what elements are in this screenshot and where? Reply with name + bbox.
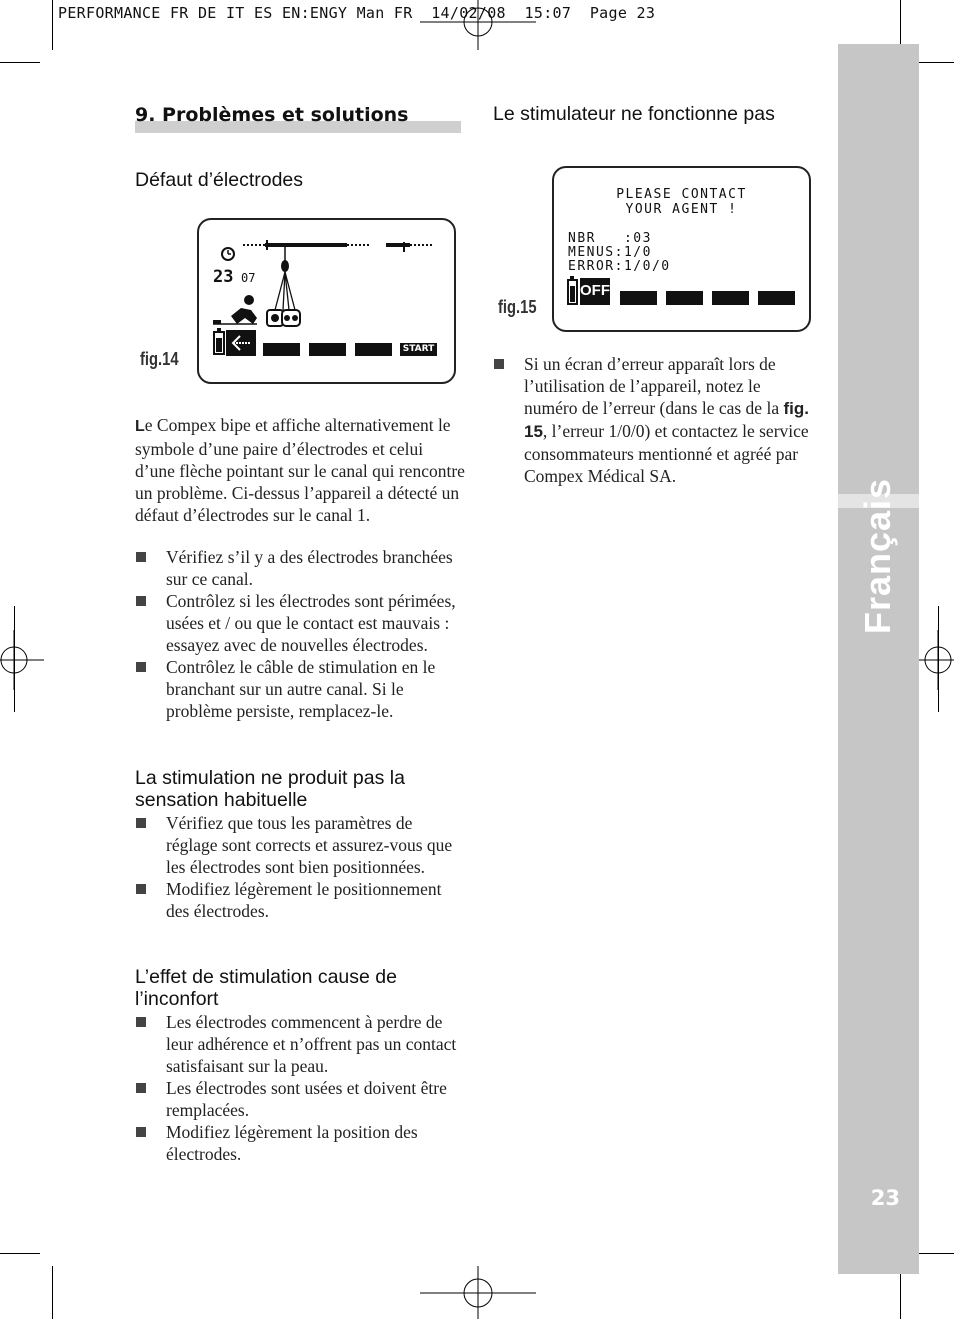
- lcd-error: ERROR:1/0/0: [568, 259, 671, 274]
- lcd-error-line-1: PLEASE CONTACT: [616, 187, 747, 202]
- sensation-bullet-list: [135, 812, 466, 922]
- heading-stimulateur: Le stimulateur ne fonctionne pas: [493, 103, 775, 125]
- defaut-bullet-list: [135, 546, 466, 722]
- lcd-time-small: 07: [241, 271, 256, 285]
- lcd-nbr: NBR :03: [568, 231, 652, 246]
- list-item: Vérifiez s’il y a des électrodes branchées sur ce canal.: [135, 546, 466, 590]
- lcd-error-line-2: YOUR AGENT !: [625, 202, 738, 217]
- registration-mark-bottom: [420, 1266, 536, 1319]
- heading-inconfort: L’effet de stimulation cause de l’inconfort: [135, 966, 397, 1010]
- registration-mark-left: [0, 630, 44, 690]
- figure-label-15: fig.15: [498, 297, 537, 317]
- intro-paragraph: Le Compex bipe et affiche alternativement le symbole d’une paire d’électrodes et celui d’une flèche pointant sur le canal qui rencontre un problème. Ci-dessus l’appareil a détecté un défaut d’électrodes sur le canal 1.: [135, 415, 465, 525]
- list-item: Contrôlez le câble de stimulation en le branchant sur un autre canal. Si le problème persiste, remplacez-le.: [135, 656, 466, 722]
- figure-label-14: fig.14: [140, 349, 179, 369]
- list-item: Modifiez légèrement la position des électrodes.: [135, 1121, 466, 1165]
- list-item: Contrôlez si les électrodes sont périmées, usées et / ou que le contact est mauvais : essayez avec de nouvelles électrodes.: [135, 590, 466, 656]
- lcd-start-button: START: [402, 344, 435, 354]
- lcd-time-big: 23: [213, 267, 234, 287]
- bullet-square: [494, 359, 504, 369]
- heading-sensation: La stimulation ne produit pas la sensation habituelle: [135, 767, 405, 811]
- right-bullet-list: [493, 353, 815, 487]
- lcd-off-button: OFF: [580, 282, 610, 299]
- lcd-menus: MENUS:1/0: [568, 245, 652, 260]
- lcd-screen-fig14: [197, 218, 456, 384]
- list-item: Les électrodes commencent à perdre de leur adhérence et n’offrent pas un contact satisfaisant sur la peau.: [135, 1011, 466, 1077]
- lcd-fig15-controls: [554, 168, 809, 330]
- electrode-fault-display: [199, 220, 454, 382]
- running-head: PERFORMANCE FR DE IT ES EN:ENGY Man FR 14/02/08 15:07 Page 23: [58, 4, 656, 22]
- list-item: Si un écran d’erreur apparaît lors de l’utilisation de l’appareil, notez le numéro de l’erreur (dans le cas de la fig. 15, l’erreur 1/0/0) et contactez le service consommateurs mentionné et agréé par Compex Médical SA.: [524, 354, 809, 486]
- drop-cap: L: [135, 418, 145, 435]
- heading-defaut-electrodes: Défaut d’électrodes: [135, 169, 304, 191]
- registration-mark-top: [420, 0, 536, 50]
- section-title: 9. Problèmes et solutions: [135, 104, 409, 126]
- list-item: Modifiez légèrement le positionnement des électrodes.: [135, 878, 466, 922]
- language-side-tab: [838, 44, 919, 1274]
- list-item: Vérifiez que tous les paramètres de réglage sont corrects et assurez-vous que les électrodes sont bien positionnées.: [135, 812, 466, 878]
- inconfort-bullet-list: [135, 1011, 466, 1165]
- page-number: 23: [870, 1186, 900, 1210]
- lcd-screen-fig15: [552, 166, 811, 332]
- list-item: Les électrodes sont usées et doivent être remplacées.: [135, 1077, 466, 1121]
- language-label: Français: [857, 477, 898, 635]
